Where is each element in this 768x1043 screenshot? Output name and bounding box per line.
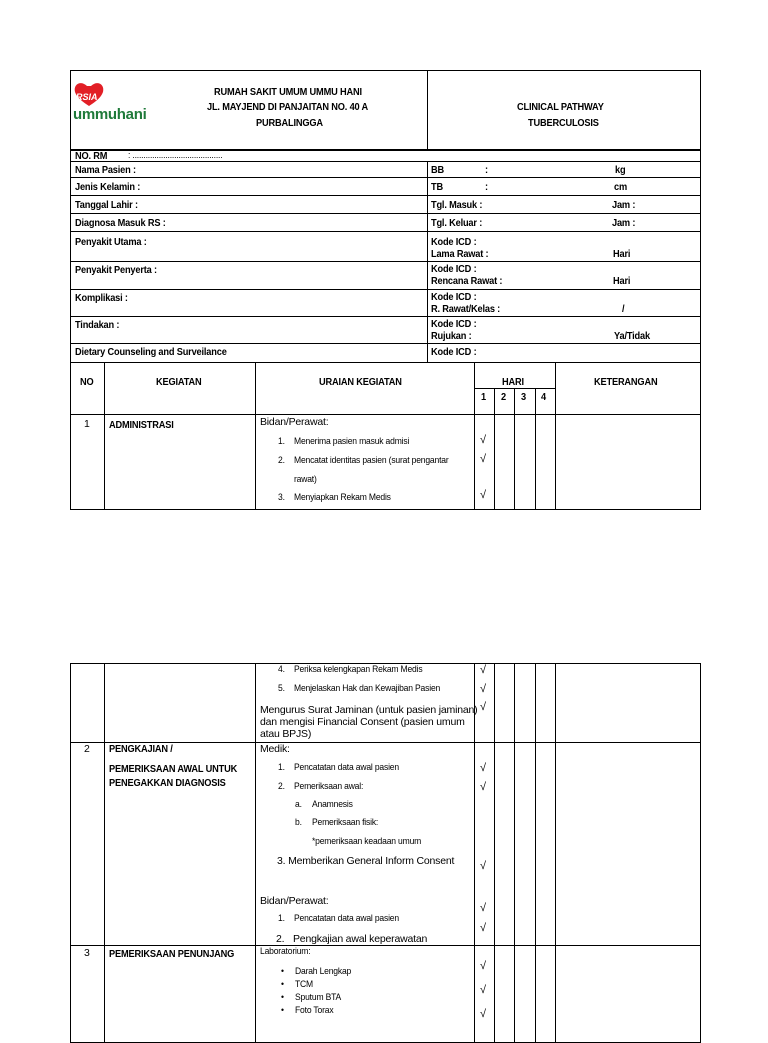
row2-kegiatan-2: PEMERIKSAAN AWAL UNTUK [109, 763, 238, 775]
row2-no: 2 [84, 743, 90, 755]
row1-item3-num: 3. [278, 492, 285, 503]
no-rm-value: : ......................................... [128, 150, 223, 161]
p2-item5-num: 5. [278, 683, 285, 694]
row2-check-4: √ [480, 902, 487, 914]
row1-item2: Mencatat identitas pasien (surat pengantar [294, 455, 449, 466]
p2-item4-num: 4. [278, 664, 285, 675]
row3-kegiatan: PEMERIKSAAN PENUNJANG [109, 948, 235, 960]
row1-item1-num: 1. [278, 436, 285, 447]
col-day-3: 3 [521, 391, 526, 403]
rencana-rawat-label: Rencana Rawat : [431, 275, 503, 287]
p2-item4: Periksa kelengkapan Rekam Medis [294, 664, 423, 675]
p2-check-1: √ [480, 664, 487, 676]
row3-item3: Sputum BTA [295, 992, 342, 1003]
document-title: CLINICAL PATHWAY [517, 101, 604, 113]
row3-item1: Darah Lengkap [295, 966, 352, 977]
p2-jaminan-2: dan mengisi Financial Consent (pasien umum [260, 716, 465, 728]
row2-item1-num: 1. [278, 762, 285, 773]
row3-no: 3 [84, 947, 90, 959]
col-kegiatan: KEGIATAN [156, 376, 202, 388]
col-uraian: URAIAN KEGIATAN [319, 376, 402, 388]
col-day-4: 4 [541, 391, 546, 403]
row3-check-3: √ [480, 1008, 487, 1020]
tb-colon: : [485, 181, 488, 193]
row2-item2b-detail: *pemeriksaan keadaan umum [312, 836, 422, 847]
row2-check-1: √ [480, 762, 487, 774]
tgl-masuk-label: Tgl. Masuk : [431, 199, 483, 211]
lama-rawat-label: Lama Rawat : [431, 248, 489, 260]
rujukan-value: Ya/Tidak [614, 330, 650, 342]
row2-item1: Pencatatan data awal pasien [294, 762, 399, 773]
row2-check-5: √ [480, 922, 487, 934]
row2-item2b: Pemeriksaan fisik: [312, 817, 379, 828]
row2-b-item2-num: 2. [276, 933, 285, 945]
tgl-keluar-label: Tgl. Keluar : [431, 217, 483, 229]
p2-check-2: √ [480, 683, 487, 695]
patient-info-table [70, 150, 701, 363]
kode-icd-1: Kode ICD : [431, 236, 477, 248]
row2-b-item1: Pencatatan data awal pasien [294, 913, 399, 924]
row2-item2-num: 2. [278, 781, 285, 792]
col-day-1: 1 [481, 391, 486, 403]
row2-item2a: Anamnesis [312, 799, 353, 810]
row3-item2: TCM [295, 979, 313, 990]
p2-check-3: √ [480, 701, 487, 713]
kode-icd-3: Kode ICD : [431, 291, 477, 303]
p2-item5: Menjelaskan Hak dan Kewajiban Pasien [294, 683, 441, 694]
bb-colon: : [485, 164, 488, 176]
jam-keluar: Jam : [612, 217, 636, 229]
hospital-city: PURBALINGGA [256, 117, 323, 129]
penyakit-utama-label: Penyakit Utama : [75, 236, 147, 248]
rujukan-label: Rujukan : [431, 330, 472, 342]
row1-role: Bidan/Perawat: [260, 416, 329, 428]
bb-unit: kg [615, 164, 626, 176]
row3-bullet-4: • [281, 1005, 284, 1016]
row2-b-item1-num: 1. [278, 913, 285, 924]
row1-item3: Menyiapkan Rekam Medis [294, 492, 391, 503]
ruang-rawat-label: R. Rawat/Kelas : [431, 303, 501, 315]
penyakit-penyerta-label: Penyakit Penyerta : [75, 264, 157, 276]
p2-jaminan-1: Mengurus Surat Jaminan (untuk pasien jaminan) [260, 704, 478, 716]
row2-b-item2: Pengkajian awal keperawatan [293, 933, 428, 945]
kode-icd-2: Kode ICD : [431, 263, 477, 275]
row1-check-3: √ [480, 489, 487, 501]
row1-check-1: √ [480, 434, 487, 446]
ruang-rawat-slash: / [622, 303, 625, 315]
row1-item2-num: 2. [278, 455, 285, 466]
row2-item2b-num: b. [295, 817, 302, 828]
row1-item2-cont: rawat) [294, 474, 317, 485]
diagnosa-label: Diagnosa Masuk RS : [75, 217, 166, 229]
row2-item2a-num: a. [295, 799, 302, 810]
bb-label: BB [431, 164, 444, 176]
row2-role: Bidan/Perawat: [260, 895, 329, 907]
row2-check-3: √ [480, 860, 487, 872]
row3-bullet-2: • [281, 979, 284, 990]
row2-check-2: √ [480, 781, 487, 793]
kode-icd-5: Kode ICD : [431, 346, 477, 358]
tb-label: TB [431, 181, 443, 193]
kode-icd-4: Kode ICD : [431, 318, 477, 330]
tanggal-lahir-label: Tanggal Lahir : [75, 199, 138, 211]
row3-check-2: √ [480, 984, 487, 996]
dietary-label: Dietary Counseling and Surveilance [75, 346, 227, 358]
col-day-2: 2 [501, 391, 506, 403]
logo-badge: RSIA [76, 92, 98, 102]
col-no: NO [80, 376, 94, 388]
row3-check-1: √ [480, 960, 487, 972]
p2-jaminan-3: atau BPJS) [260, 728, 312, 740]
row2-kegiatan-1: PENGKAJIAN / [109, 743, 173, 755]
hospital-address: JL. MAYJEND DI PANJAITAN NO. 40 A [207, 101, 369, 113]
lama-rawat-unit: Hari [613, 248, 631, 260]
komplikasi-label: Komplikasi : [75, 292, 128, 304]
row3-bullet-3: • [281, 992, 284, 1003]
tb-unit: cm [614, 181, 628, 193]
document-subtitle: TUBERCULOSIS [528, 117, 599, 129]
row2-item2: Pemeriksaan awal: [294, 781, 364, 792]
col-hari: HARI [502, 376, 524, 388]
row3-bullet-1: • [281, 966, 284, 977]
row2-item3: 3. Memberikan General Inform Consent [277, 855, 455, 867]
hospital-logo [73, 80, 173, 125]
rencana-rawat-unit: Hari [613, 275, 631, 287]
tindakan-label: Tindakan : [75, 319, 120, 331]
jenis-kelamin-label: Jenis Kelamin : [75, 181, 141, 193]
hospital-name: RUMAH SAKIT UMUM UMMU HANI [214, 86, 362, 98]
row2-medik: Medik: [260, 743, 290, 755]
jam-masuk: Jam : [612, 199, 636, 211]
no-rm-label: NO. RM [75, 150, 108, 162]
row3-item4: Foto Torax [295, 1005, 334, 1016]
logo-text: ummuhani [73, 106, 147, 123]
col-keterangan: KETERANGAN [594, 376, 658, 388]
row1-kegiatan: ADMINISTRASI [109, 419, 174, 431]
nama-pasien-label: Nama Pasien : [75, 164, 136, 176]
row1-check-2: √ [480, 453, 487, 465]
row1-no: 1 [84, 418, 90, 430]
row2-kegiatan-3: PENEGAKKAN DIAGNOSIS [109, 777, 226, 789]
row3-lab: Laboratorium: [260, 946, 311, 957]
row1-item1: Menerima pasien masuk admisi [294, 436, 410, 447]
